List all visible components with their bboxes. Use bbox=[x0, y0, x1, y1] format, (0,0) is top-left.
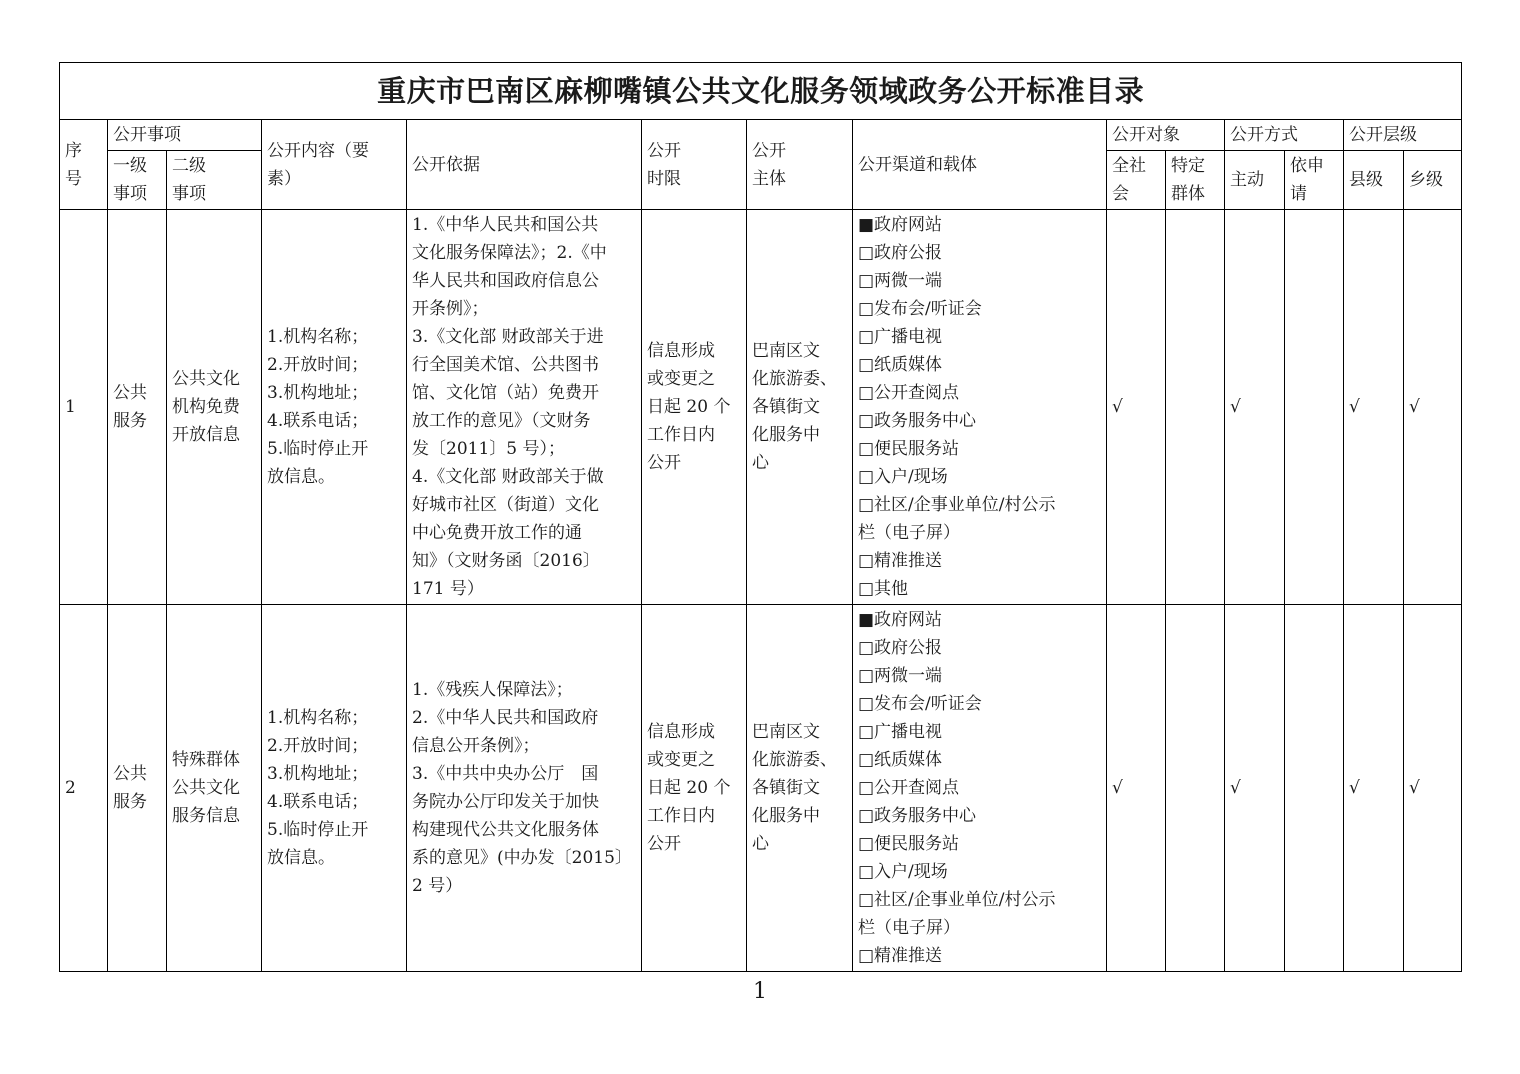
header-target: 公开对象 bbox=[1107, 120, 1225, 151]
cell-line: 行全国美术馆、公共图书 bbox=[412, 355, 599, 375]
channel-item: ■政府网站 bbox=[858, 610, 943, 630]
cell-line: 化服务中 bbox=[752, 806, 820, 826]
channel-item: □纸质媒体 bbox=[858, 355, 943, 375]
cell-line: 知》（文财务函〔2016〕 bbox=[412, 551, 600, 571]
cell-line: 信息公开条例》； bbox=[412, 736, 540, 756]
channel-item: □两微一端 bbox=[858, 666, 943, 686]
channel-item: □广播电视 bbox=[858, 722, 943, 742]
row-basis bbox=[407, 605, 642, 972]
cell-line: 特殊群体 bbox=[172, 750, 240, 770]
channel-item: □精准推送 bbox=[858, 946, 943, 966]
cell-line: 服务信息 bbox=[172, 806, 240, 826]
row-level2 bbox=[167, 605, 262, 972]
header-seq bbox=[60, 120, 108, 210]
disclosure-catalog-table bbox=[59, 62, 1462, 972]
channel-item: ■政府网站 bbox=[858, 215, 943, 235]
channel-item: □政务服务中心 bbox=[858, 411, 977, 431]
cell-line: 各镇街文 bbox=[752, 778, 820, 798]
row-basis bbox=[407, 210, 642, 605]
cell-line: 日起 20 个 bbox=[647, 397, 731, 417]
cell-line: 工作日内 bbox=[647, 425, 715, 445]
cell-line: 服务 bbox=[113, 792, 147, 812]
header-time bbox=[642, 120, 747, 210]
row-level2 bbox=[167, 210, 262, 605]
page-number: 1 bbox=[753, 979, 767, 1004]
cell-line: 构建现代公共文化服务体 bbox=[412, 820, 599, 840]
cell-line: 开条例》； bbox=[412, 299, 489, 319]
header-method-apply bbox=[1285, 151, 1344, 210]
cell-line: 2.开放时间； bbox=[267, 736, 369, 756]
channel-item: □其他 bbox=[858, 579, 909, 599]
header-text: 二级 bbox=[172, 156, 206, 176]
channel-item: □入户/现场 bbox=[858, 467, 948, 487]
cell-line: 2.开放时间； bbox=[267, 355, 369, 375]
cell-line: 化服务中 bbox=[752, 425, 820, 445]
table-row bbox=[60, 605, 1462, 972]
cell-line: 开放信息 bbox=[172, 425, 240, 445]
header-text: 会 bbox=[1112, 184, 1129, 204]
cell-line: 3.机构地址； bbox=[267, 764, 369, 784]
channel-item: 栏（电子屏） bbox=[858, 918, 960, 938]
cell-line: 公共 bbox=[113, 764, 147, 784]
cell-line: 化旅游委、 bbox=[752, 750, 837, 770]
header-text: 主体 bbox=[752, 168, 786, 189]
cell-line: 1.《残疾人保障法》； bbox=[412, 680, 573, 700]
cell-line: 各镇街文 bbox=[752, 397, 820, 417]
cell-line: 5.临时停止开 bbox=[267, 820, 369, 840]
channel-item: □便民服务站 bbox=[858, 439, 960, 459]
header-level-county: 县级 bbox=[1344, 151, 1404, 210]
cell-line: 机构免费 bbox=[172, 397, 240, 417]
cell-line: 巴南区文 bbox=[752, 341, 820, 361]
cell-line: 务院办公厅印发关于加快 bbox=[412, 792, 599, 812]
channel-item: □政府公报 bbox=[858, 638, 943, 658]
cell-line: 发〔2011〕5 号）； bbox=[412, 439, 565, 459]
cell-line: 公共 bbox=[113, 383, 147, 403]
cell-line: 信息形成 bbox=[647, 341, 715, 361]
cell-line: 171 号） bbox=[412, 579, 484, 599]
document-title: 重庆市巴南区麻柳嘴镇公共文化服务领域政务公开标准目录 bbox=[60, 63, 1462, 120]
table-row bbox=[60, 210, 1462, 605]
header-level-town: 乡级 bbox=[1404, 151, 1462, 210]
row-level1 bbox=[108, 210, 167, 605]
header-text: 公开内容（要 bbox=[267, 140, 369, 161]
row-subject bbox=[747, 210, 853, 605]
cell-line: 放工作的意见》（文财务 bbox=[412, 411, 591, 431]
cell-line: 文化服务保障法》；2.《中 bbox=[412, 243, 607, 263]
header-matter: 公开事项 bbox=[108, 120, 262, 151]
row-method-apply-check bbox=[1285, 605, 1344, 972]
header-text: 全社 bbox=[1112, 156, 1146, 176]
channel-item: □社区/企事业单位/村公示 bbox=[858, 890, 1056, 910]
channel-item: □公开查阅点 bbox=[858, 778, 960, 798]
header-text: 号 bbox=[65, 168, 82, 189]
channel-item: □政府公报 bbox=[858, 243, 943, 263]
cell-line: 2 号） bbox=[412, 876, 463, 896]
header-channel: 公开渠道和载体 bbox=[853, 120, 1107, 210]
header-content bbox=[262, 120, 407, 210]
row-level-town-check: √ bbox=[1404, 605, 1462, 972]
row-target-specific-check bbox=[1166, 210, 1225, 605]
row-seq: 1 bbox=[60, 210, 108, 605]
cell-line: 5.临时停止开 bbox=[267, 439, 369, 459]
channel-item: □发布会/听证会 bbox=[858, 299, 982, 319]
row-method-active-check: √ bbox=[1225, 210, 1285, 605]
cell-line: 公共文化 bbox=[172, 369, 240, 389]
cell-line: 3.《中共中央办公厅 国 bbox=[412, 764, 599, 784]
header-text: 公开 bbox=[647, 140, 681, 161]
channel-item: □精准推送 bbox=[858, 551, 943, 571]
header-level: 公开层级 bbox=[1344, 120, 1462, 151]
header-text: 请 bbox=[1290, 184, 1307, 204]
row-target-all-check: √ bbox=[1107, 210, 1166, 605]
cell-line: 放信息。 bbox=[267, 467, 335, 487]
header-subject bbox=[747, 120, 853, 210]
cell-line: 放信息。 bbox=[267, 848, 335, 868]
row-level-county-check: √ bbox=[1344, 210, 1404, 605]
cell-line: 公共文化 bbox=[172, 778, 240, 798]
cell-line: 1.机构名称； bbox=[267, 327, 369, 347]
cell-line: 3.机构地址； bbox=[267, 383, 369, 403]
header-text: 时限 bbox=[647, 168, 681, 189]
row-channels bbox=[853, 605, 1107, 972]
cell-line: 1.《中华人民共和国公共 bbox=[412, 215, 599, 235]
cell-line: 巴南区文 bbox=[752, 722, 820, 742]
row-time bbox=[642, 605, 747, 972]
cell-line: 工作日内 bbox=[647, 806, 715, 826]
header-text: 群体 bbox=[1171, 184, 1205, 204]
cell-line: 好城市社区（街道）文化 bbox=[412, 495, 599, 515]
channel-item: □纸质媒体 bbox=[858, 750, 943, 770]
row-target-specific-check bbox=[1166, 605, 1225, 972]
cell-line: 馆、文化馆（站）免费开 bbox=[412, 383, 599, 403]
row-method-active-check: √ bbox=[1225, 605, 1285, 972]
header-target-all bbox=[1107, 151, 1166, 210]
channel-item: □社区/企事业单位/村公示 bbox=[858, 495, 1056, 515]
cell-line: 化旅游委、 bbox=[752, 369, 837, 389]
cell-line: 3.《文化部 财政部关于进 bbox=[412, 327, 604, 347]
cell-line: 系的意见》(中办发〔2015〕 bbox=[412, 848, 632, 868]
channel-item: 栏（电子屏） bbox=[858, 523, 960, 543]
channel-item: □入户/现场 bbox=[858, 862, 948, 882]
cell-line: 中心免费开放工作的通 bbox=[412, 523, 582, 543]
row-target-all-check: √ bbox=[1107, 605, 1166, 972]
header-text: 事项 bbox=[172, 184, 206, 204]
cell-line: 服务 bbox=[113, 411, 147, 431]
cell-line: 华人民共和国政府信息公 bbox=[412, 271, 599, 291]
header-basis: 公开依据 bbox=[407, 120, 642, 210]
cell-line: 日起 20 个 bbox=[647, 778, 731, 798]
header-text: 素） bbox=[267, 168, 301, 189]
channel-item: □两微一端 bbox=[858, 271, 943, 291]
cell-line: 信息形成 bbox=[647, 722, 715, 742]
row-channels bbox=[853, 210, 1107, 605]
row-content bbox=[262, 605, 407, 972]
cell-line: 2.《中华人民共和国政府 bbox=[412, 708, 599, 728]
channel-item: □政务服务中心 bbox=[858, 806, 977, 826]
cell-line: 或变更之 bbox=[647, 750, 715, 770]
header-text: 依申 bbox=[1290, 156, 1324, 176]
row-seq: 2 bbox=[60, 605, 108, 972]
cell-line: 4.《文化部 财政部关于做 bbox=[412, 467, 604, 487]
channel-item: □公开查阅点 bbox=[858, 383, 960, 403]
row-time bbox=[642, 210, 747, 605]
header-text: 事项 bbox=[113, 184, 147, 204]
header-level2 bbox=[167, 151, 262, 210]
header-target-specific bbox=[1166, 151, 1225, 210]
cell-line: 心 bbox=[752, 834, 769, 854]
cell-line: 4.联系电话； bbox=[267, 411, 369, 431]
row-method-apply-check bbox=[1285, 210, 1344, 605]
cell-line: 4.联系电话； bbox=[267, 792, 369, 812]
cell-line: 或变更之 bbox=[647, 369, 715, 389]
cell-line: 心 bbox=[752, 453, 769, 473]
channel-item: □广播电视 bbox=[858, 327, 943, 347]
header-text: 公开 bbox=[752, 140, 786, 161]
row-level-town-check: √ bbox=[1404, 210, 1462, 605]
cell-line: 公开 bbox=[647, 453, 681, 473]
header-text: 一级 bbox=[113, 156, 147, 176]
cell-line: 1.机构名称； bbox=[267, 708, 369, 728]
header-text: 序 bbox=[65, 140, 82, 161]
row-content bbox=[262, 210, 407, 605]
channel-item: □发布会/听证会 bbox=[858, 694, 982, 714]
channel-item: □便民服务站 bbox=[858, 834, 960, 854]
header-text: 特定 bbox=[1171, 156, 1205, 176]
row-level1 bbox=[108, 605, 167, 972]
row-level-county-check: √ bbox=[1344, 605, 1404, 972]
cell-line: 公开 bbox=[647, 834, 681, 854]
row-subject bbox=[747, 605, 853, 972]
header-method-active: 主动 bbox=[1225, 151, 1285, 210]
header-level1 bbox=[108, 151, 167, 210]
header-method: 公开方式 bbox=[1225, 120, 1344, 151]
